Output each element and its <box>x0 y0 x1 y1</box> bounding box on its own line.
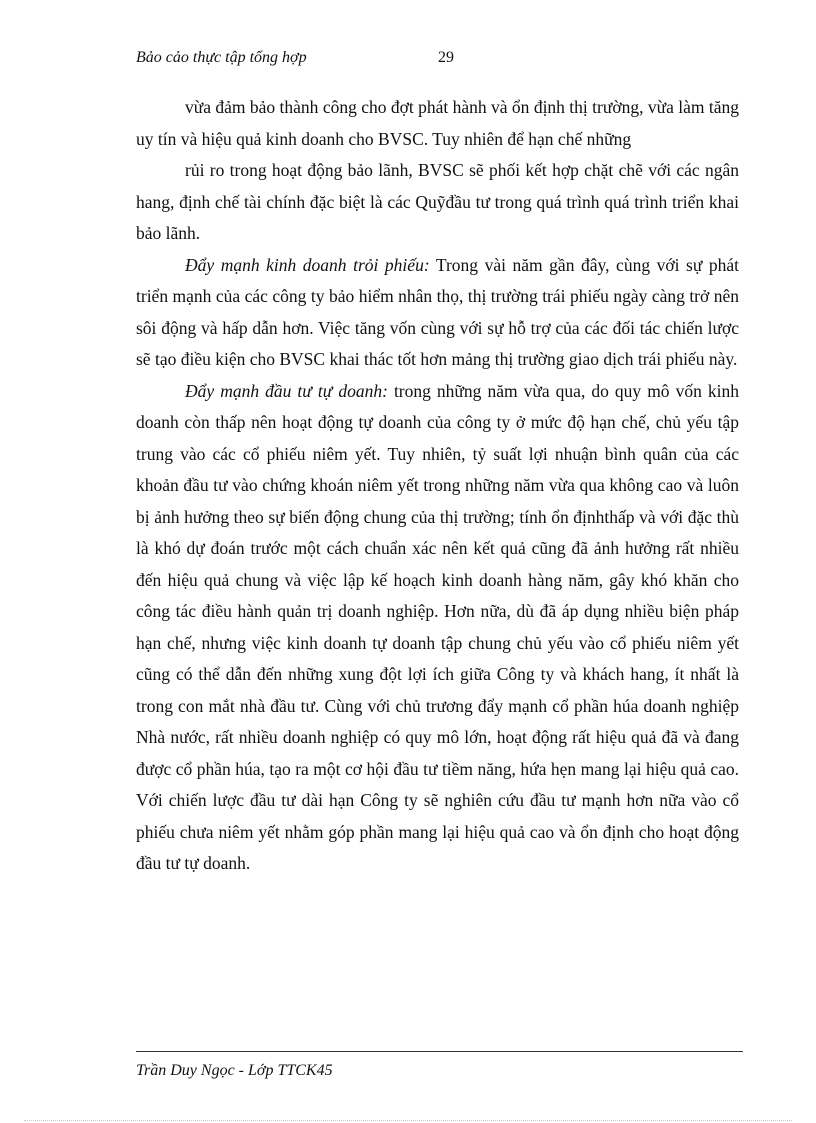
footer-author: Trần Duy Ngọc - Lớp TTCK45 <box>136 1062 333 1079</box>
page-number: 29 <box>438 49 454 66</box>
page-edge-line <box>24 1120 792 1121</box>
paragraph-3-text: Trong vài năm gần đây, cùng với sự phát triển mạnh của các công ty bảo hiểm nhân thọ, thị trường trái phiếu ngày càng trở nên sôi động và hấp dẫn hơn. Việc tăng vốn cùng với sự hỗ trợ của các đối tác chiến lược sẽ tạo điều kiện cho BVSC khai thác tốt hơn mảng thị trường giao dịch trái phiếu này. <box>136 254 739 369</box>
paragraph-4 <box>136 376 739 880</box>
footer-divider <box>136 1051 743 1052</box>
paragraph-2: rủi ro trong hoạt động bảo lãnh, BVSC sẽ phối kết hợp chặt chẽ với các ngân hang, định chế tài chính đặc biệt là các Quỹđầu tư trong quá trình quá trình triển khai bảo lãnh. <box>136 160 739 243</box>
document-body <box>136 92 739 880</box>
paragraph-4-heading: Đẩy mạnh đầu tư tự doanh: <box>185 380 388 401</box>
header-title: Bảo cảo thực tập tổng hợp <box>136 49 307 66</box>
paragraph-3 <box>136 250 739 376</box>
paragraph-3-heading: Đẩy mạnh kinh doanh trỏi phiếu: <box>185 254 430 275</box>
paragraph-1: vừa đảm bảo thành công cho đợt phát hành và ổn định thị trường, vừa làm tăng uy tín và hiệu quả kinh doanh cho BVSC. Tuy nhiên để hạn chế những <box>136 97 739 149</box>
paragraph-4-text: trong những năm vừa qua, do quy mô vốn kinh doanh còn thấp nên hoạt động tự doanh của công ty ở mức độ hạn chế, chủ yếu tập trung vào các cổ phiếu niêm yết. Tuy nhiên, tỷ suất lợi nhuận bình quân của các khoản đầu tư vào chứng khoán niêm yết trong những năm vừa qua không cao và luôn bị ảnh hưởng theo sự biến động chung của thị trường; tính ổn địnhthấp và với đặc thù là khó dự đoán trước một cách chuẩn xác nên kết quả cũng đã ảnh hưởng rất nhiều đến hiệu quả chung và việc lập kế hoạch kinh doanh hàng năm, gây khó khăn cho công tác điều hành quản trị doanh nghiệp. Hơn nữa, dù đã áp dụng nhiều biện pháp hạn chế, nhưng việc kinh doanh tự doanh tập chung chủ yếu vào cổ phiếu niêm yết cũng có thể dẫn đến những xung đột lợi ích giữa Công ty và khách hang, ít nhất là trong con mắt nhà đầu tư. Cùng với chủ trương đẩy mạnh cổ phần húa doanh nghiệp Nhà nước, rất nhiều doanh nghiệp có quy mô lớn, hoạt động rất hiệu quả đã và đang được cổ phần húa, tạo ra một cơ hội đầu tư tiềm năng, hứa hẹn mang lại hiệu quả cao. Với chiến lược đầu tư dài hạn Công ty sẽ nghiên cứu đầu tư mạnh hơn nữa vào cổ phiếu chưa niêm yết nhằm góp phần mang lại hiệu quả cao và ổn định cho hoạt động đầu tư tự doanh. <box>136 380 739 873</box>
page-header <box>136 49 736 71</box>
